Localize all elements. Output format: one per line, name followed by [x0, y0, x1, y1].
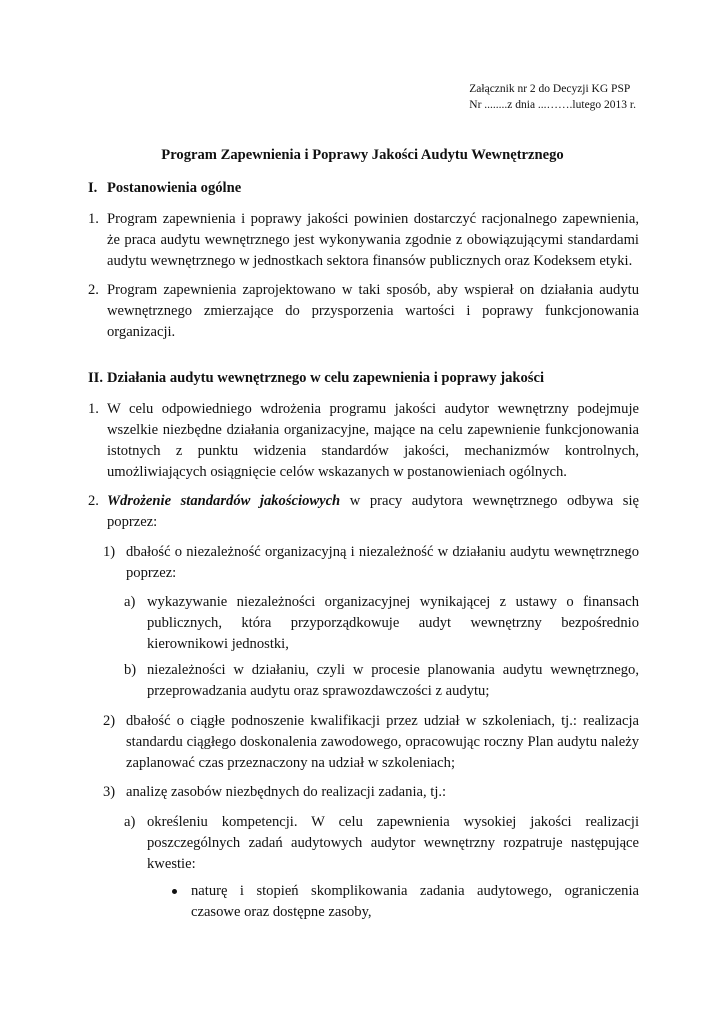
subitem-2-text: dbałość o ciągłe podnoszenie kwalifikacji przez udział w szkoleniach, tj.: realizacja standardu ciągłego doskonalenia zawodowego, opracowując roczny Plan audytu należy zaplanować czas przeznaczony na udział w szkoleniach;	[126, 713, 639, 771]
section-2-item-2-rest: w pracy audytora wewnętrznego odbywa się poprzez:	[107, 493, 639, 530]
letter-marker: a)	[124, 814, 136, 830]
section-1-number: I.	[88, 180, 98, 196]
bullet-item-1-text: naturę i stopień skomplikowania zadania audytowego, ograniczenia czasowe oraz dostępne zasoby,	[191, 883, 639, 920]
subitem-3	[103, 782, 639, 803]
subitem-3-a	[124, 812, 639, 875]
subitem-1-a-text: wykazywanie niezależności organizacyjnej wynikającej z ustawy o finansach publicznych, która przyporządkowuje audyt wewnętrzny bezpośrednio kierownikowi jednostki,	[147, 594, 639, 652]
subitem-3-text: analizę zasobów niezbędnych do realizacji zadania, tj.:	[126, 784, 447, 800]
letter-marker: a)	[124, 594, 136, 610]
section-1-item-2	[88, 280, 639, 343]
list-number: 1.	[88, 401, 99, 417]
emphasis-text: Wdrożenie standardów jakościowych	[107, 493, 341, 509]
section-2-item-2-text	[107, 491, 639, 533]
section-1-item-1	[88, 209, 639, 272]
section-1-item-1-text: Program zapewnienia i poprawy jakości powinien dostarczyć racjonalnego zapewnienia, że praca audytu wewnętrznego jest wykonywania zgodnie z obowiązującymi standardami audytu wewnętrznego w jednostkach sektora finansów publicznych oraz Kodeksem etyki.	[107, 211, 639, 269]
subitem-1	[103, 542, 639, 584]
letter-marker: b)	[124, 662, 137, 678]
attachment-header-line1: Załącznik nr 2 do Decyzji KG PSP	[469, 83, 631, 95]
section-2-number: II.	[88, 370, 104, 386]
attachment-header	[469, 81, 636, 113]
subitem-1-b-text: niezależności w działaniu, czyli w procesie planowania audytu wewnętrznego, przeprowadzania audytu oraz sprawozdawczości z audytu;	[147, 662, 639, 699]
bullet-item-1	[172, 881, 639, 923]
sublist-number: 1)	[103, 544, 116, 560]
document-title: Program Zapewnienia i Poprawy Jakości Audytu Wewnętrznego	[161, 147, 564, 163]
subitem-3-a-text: określeniu kompetencji. W celu zapewnienia wysokiej jakości realizacji poszczególnych zadań audytowych audytor wewnętrzny rozpatruje następujące kwestie:	[147, 814, 639, 872]
list-number: 2.	[88, 493, 99, 509]
attachment-header-line2: Nr ........z dnia ...…….lutego 2013 r.	[469, 99, 636, 111]
bullet-icon	[172, 889, 177, 894]
subitem-1-a	[124, 592, 639, 655]
section-1-heading-text: Postanowienia ogólne	[107, 180, 242, 196]
section-2-item-1-text: W celu odpowiedniego wdrożenia programu jakości audytor wewnętrzny podejmuje wszelkie niezbędne działania organizacyjne, mające na celu zapewnienie funkcjonowania istotnych z punktu widzenia standardów jakości, mechanizmów kontrolnych, umożliwiających osiągnięcie celów wskazanych w postanowieniach ogólnych.	[107, 401, 639, 480]
list-number: 2.	[88, 282, 99, 298]
section-1-item-2-text: Program zapewnienia zaprojektowano w taki sposób, aby wspierał on działania audytu wewnętrznego zmierzające do przysporzenia wartości i poprawy funkcjonowania organizacji.	[107, 282, 639, 340]
subitem-1-b	[124, 660, 639, 702]
section-2-item-2	[88, 491, 639, 533]
subitem-2	[103, 711, 639, 774]
section-2-item-1	[88, 399, 639, 483]
sublist-number: 2)	[103, 713, 116, 729]
section-2-heading-text: Działania audytu wewnętrznego w celu zapewnienia i poprawy jakości	[107, 370, 544, 386]
sublist-number: 3)	[103, 784, 116, 800]
subitem-1-text: dbałość o niezależność organizacyjną i niezależność w działaniu audytu wewnętrznego poprzez:	[126, 544, 639, 581]
list-number: 1.	[88, 211, 99, 227]
